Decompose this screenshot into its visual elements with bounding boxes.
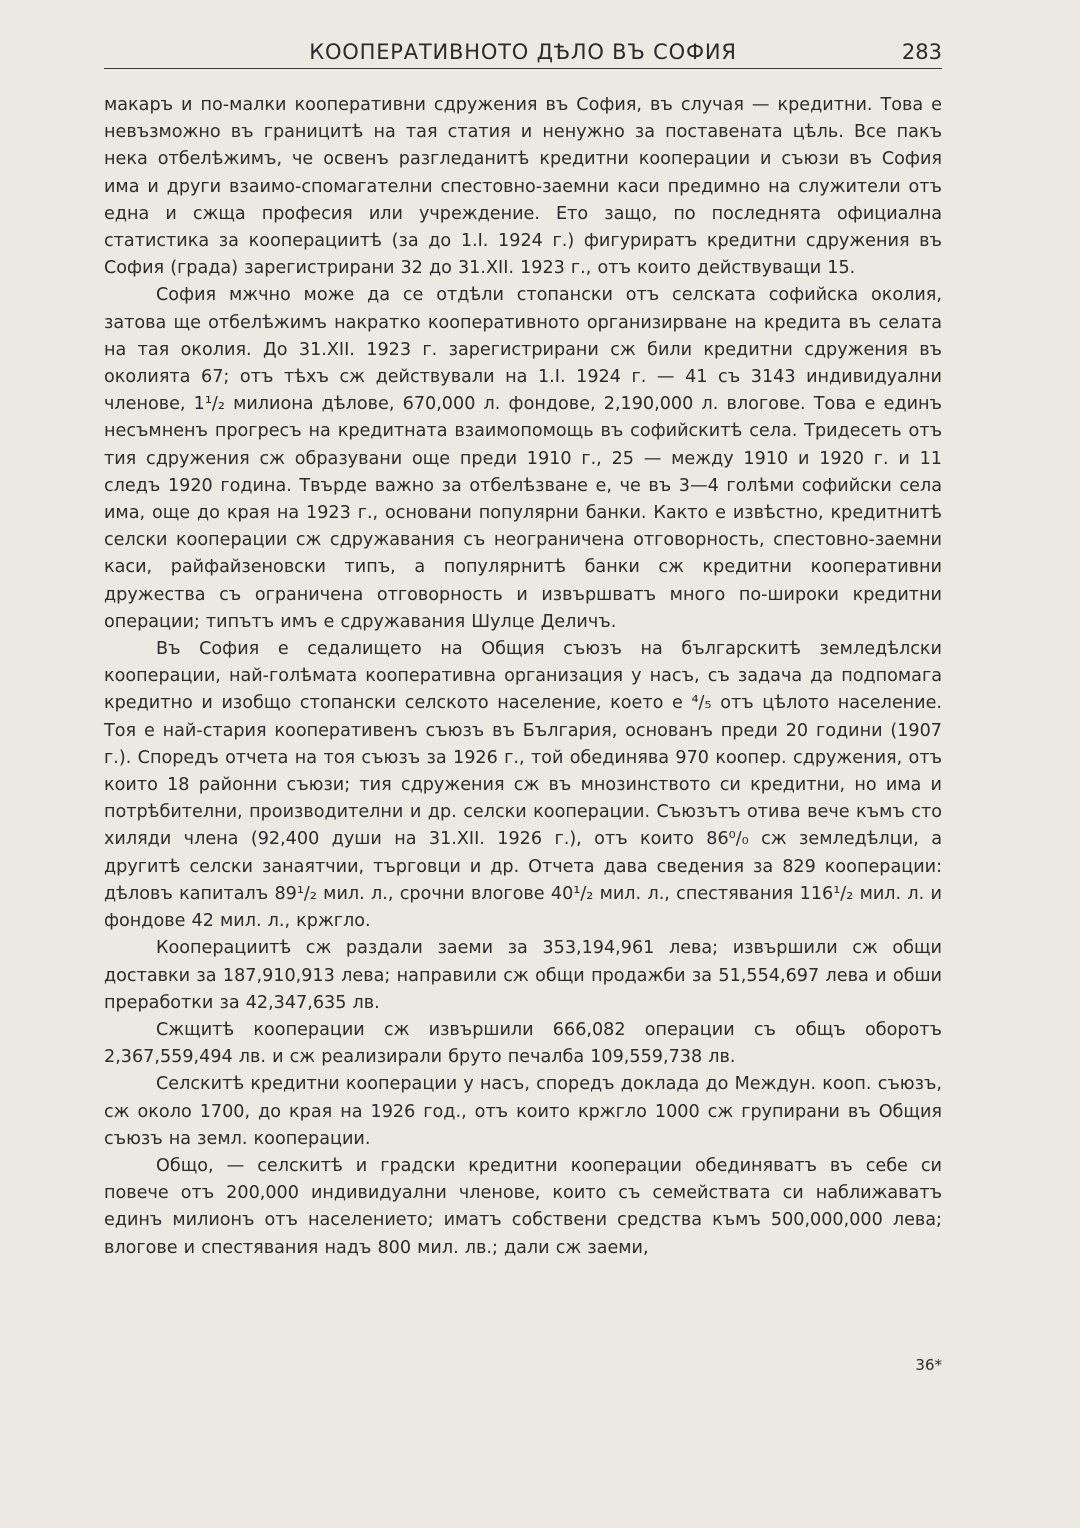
signature-mark: 36* [915,1356,942,1374]
paragraph-2: София мжчно може да се отдѣли стопански отъ селската софийска околия, затова ще отбелѣжимъ накратко кооперативното организирване на кредита въ селата на тая околия. До 31.XII. 1923 г. зарегистрирани сж били кредитни сдружения въ околията 67; отъ тѣхъ сж действували на 1.I. 1924 г. — 41 съ 3143 индивидуални членове, 1¹/₂ милиона дѣлове, 670,000 л. фондове, 2,190,000 л. влогове. Това е единъ несъмненъ прогресъ на кредитната взаимопомощь въ софийскитѣ села. Тридесеть отъ тия сдружения сж образувани още преди 1910 г., 25 — между 1910 и 1920 г. и 11 следъ 1920 година. Твърде важно за отбелѣзване е, че въ 3—4 голѣми софийски села има, още до края на 1923 г., основани популярни банки. Както е извѣстно, кредитнитѣ селски кооперации сж сдружавания съ неограничена отговорность, спестовно-заемни каси, райфайзеновски типъ, а популярнитѣ банки сж кредитни кооперативни дружества съ ограничена отговорность и извършватъ много по-широки кредитни операции; типътъ имъ е сдружавания Шулце Деличъ. [104,285,942,632]
paragraph-5: Сжщитѣ кооперации сж извършили 666,082 операции съ общъ оборотъ 2,367,559,494 лв. и сж реализирали бруто печалба 109,559,738 лв. [104,1019,942,1068]
paragraph-1: макаръ и по-малки кооперативни сдружения въ София, въ случая — кредитни. Това е невъзможно въ границитѣ на тая статия и ненужно за поставената цѣль. Все пакъ нека отбелѣжимъ, че освенъ разгледанитѣ кредитни кооперации и съюзи въ София има и други взаимо-спомагателни спестовно-заемни каси предимно на служители отъ една и сжща професия или учреждение. Ето защо, по последнята официална статистика за кооперациитѣ (за до 1.I. 1924 г.) фигуриратъ кредитни сдружения въ София (града) зарегистрирани 32 до 31.XII. 1923 г., отъ които действуващи 15. [104,95,942,279]
paragraph-3: Въ София е седалището на Общия съюзъ на българскитѣ земледѣлски кооперации, най-голѣмата кооперативна организация у насъ, съ задача да подпомага кредитно и изобщо стопански селското население, което е ⁴/₅ отъ цѣлото население. Тоя е най-стария кооперативенъ съюзъ въ България, основанъ преди 20 години (1907 г.). Споредъ отчета на тоя съюзъ за 1926 г., той обединява 970 коопер. сдружения, отъ които 18 районни съюзи; тия сдружения сж въ мнозинството си кредитни, но има и потрѣбителни, производителни и др. селски кооперации. Съюзътъ отива вече къмъ сто хиляди члена (92,400 души на 31.XII. 1926 г.), отъ които 86⁰/₀ сж земледѣлци, а другитѣ селски занаятчии, търговци и др. Отчета дава сведения за 829 кооперации: дѣловъ капиталъ 89¹/₂ мил. л., срочни влогове 40¹/₂ мил. л., спестявания 116¹/₂ мил. л. и фондове 42 мил. л., кржгло. [104,639,942,932]
body-text [104,92,942,1262]
paragraph-7: Общо, — селскитѣ и градски кредитни кооперации обединяватъ въ себе си повече отъ 200,000 индивидуални членове, които съ семействата си наближаватъ единъ милионъ отъ населението; иматъ собствени средства къмъ 500,000,000 лева; влогове и спестявания надъ 800 мил. лв.; дали сж заеми, [104,1155,942,1258]
running-title: КООПЕРАТИВНОТО ДѢЛО ВЪ СОФИЯ [309,40,737,64]
paragraph-4: Кооперациитѣ сж раздали заеми за 353,194,961 лева; извършили сж общи доставки за 187,910,913 лева; направили сж общи продажби за 51,554,697 лева и обши преработки за 42,347,635 лв. [104,938,942,1013]
header-rule [104,68,942,69]
paragraph-6: Селскитѣ кредитни кооперации у насъ, споредъ доклада до Междун. кооп. съюзъ, сж около 1700, до края на 1926 год., отъ които кржгло 1000 сж групирани въ Общия съюзъ на земл. кооперации. [104,1074,942,1149]
page-number: 283 [901,40,942,64]
page-header [104,38,942,70]
